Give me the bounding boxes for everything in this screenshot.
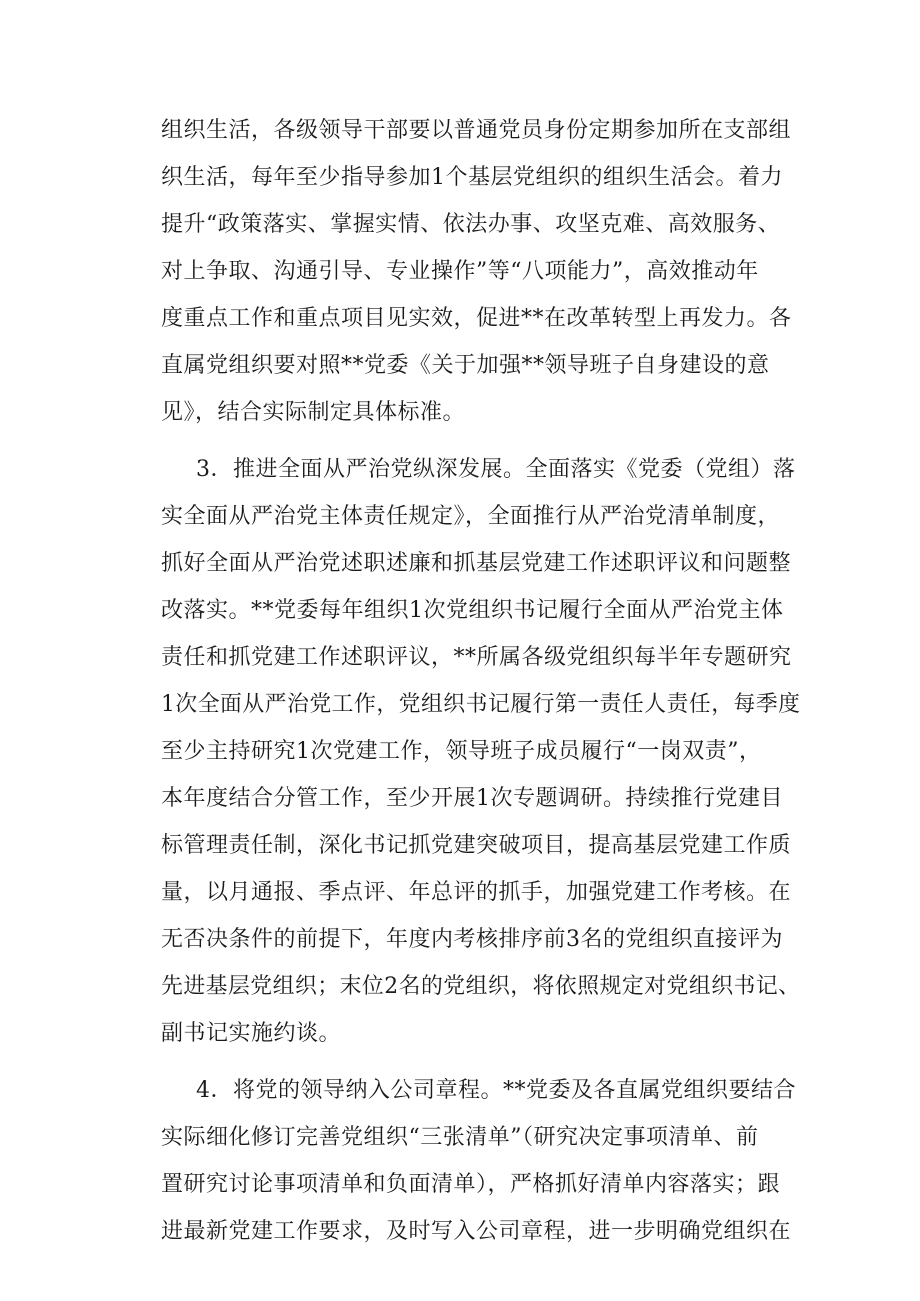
text-line: 至少主持研究1次党建工作，领导班子成员履行“一岗双责”，: [161, 739, 762, 764]
text-line: 织生活，每年至少指导参加1个基层党组织的组织生活会。着力: [161, 165, 783, 190]
text-line: 组织生活，各级领导干部要以普通党员身份定期参加所在支部组: [161, 118, 792, 143]
text-line: 先进基层党组织；末位2名的党组织，将依照规定对党组织书记、: [161, 974, 801, 999]
text-line: 实际细化修订完善党组织“三张清单”（研究决定事项清单、前: [161, 1125, 759, 1150]
text-line: 副书记实施约谈。: [161, 1021, 342, 1046]
text-line: 标管理责任制，深化书记抓党建突破项目，提高基层党建工作质: [161, 833, 792, 858]
text-line: 抓好全面从严治党述职述廉和抓基层党建工作述职评议和问题整: [161, 551, 792, 576]
text-line: 直属党组织要对照**党委《关于加强**领导班子自身建设的意: [161, 353, 770, 378]
text-line: 无否决条件的前提下，年度内考核排序前3名的党组织直接评为: [161, 927, 783, 952]
text-line: 对上争取、沟通引导、专业操作”等“八项能力”，高效推动年: [161, 259, 759, 284]
text-line: 量，以月通报、季点评、年总评的抓手，加强党建工作考核。在: [161, 880, 792, 905]
text-line: 提升“政策落实、掌握实情、依法办事、攻坚克难、高效服务、: [161, 212, 781, 237]
text-line: 实全面从严治党主体责任规定》，全面推行从严治党清单制度，: [161, 504, 781, 529]
text-line: 本年度结合分管工作，至少开展1次专题调研。持续推行党建目: [161, 786, 783, 811]
text-line: 见》，结合实际制定具体标准。: [161, 400, 466, 425]
text-line: 3．推进全面从严治党纵深发展。全面落实《党委（党组）落: [196, 457, 796, 482]
text-line: 度重点工作和重点项目见实效，促进**在改革转型上再发力。各: [161, 306, 792, 331]
text-line: 改落实。**党委每年组织1次党组织书记履行全面从严治党主体: [161, 598, 784, 623]
text-line: 进最新党建工作要求，及时写入公司章程，进一步明确党组织在: [161, 1219, 792, 1244]
text-line: 置研究讨论事项清单和负面清单），严格抓好清单内容落实；跟: [161, 1172, 781, 1197]
text-line: 责任和抓党建工作述职评议，**所属各级党组织每半年专题研究: [161, 645, 792, 670]
text-line: 1次全面从严治党工作，党组织书记履行第一责任人责任，每季度: [161, 692, 801, 717]
text-line: 4．将党的领导纳入公司章程。**党委及各直属党组织要结合: [196, 1078, 796, 1103]
